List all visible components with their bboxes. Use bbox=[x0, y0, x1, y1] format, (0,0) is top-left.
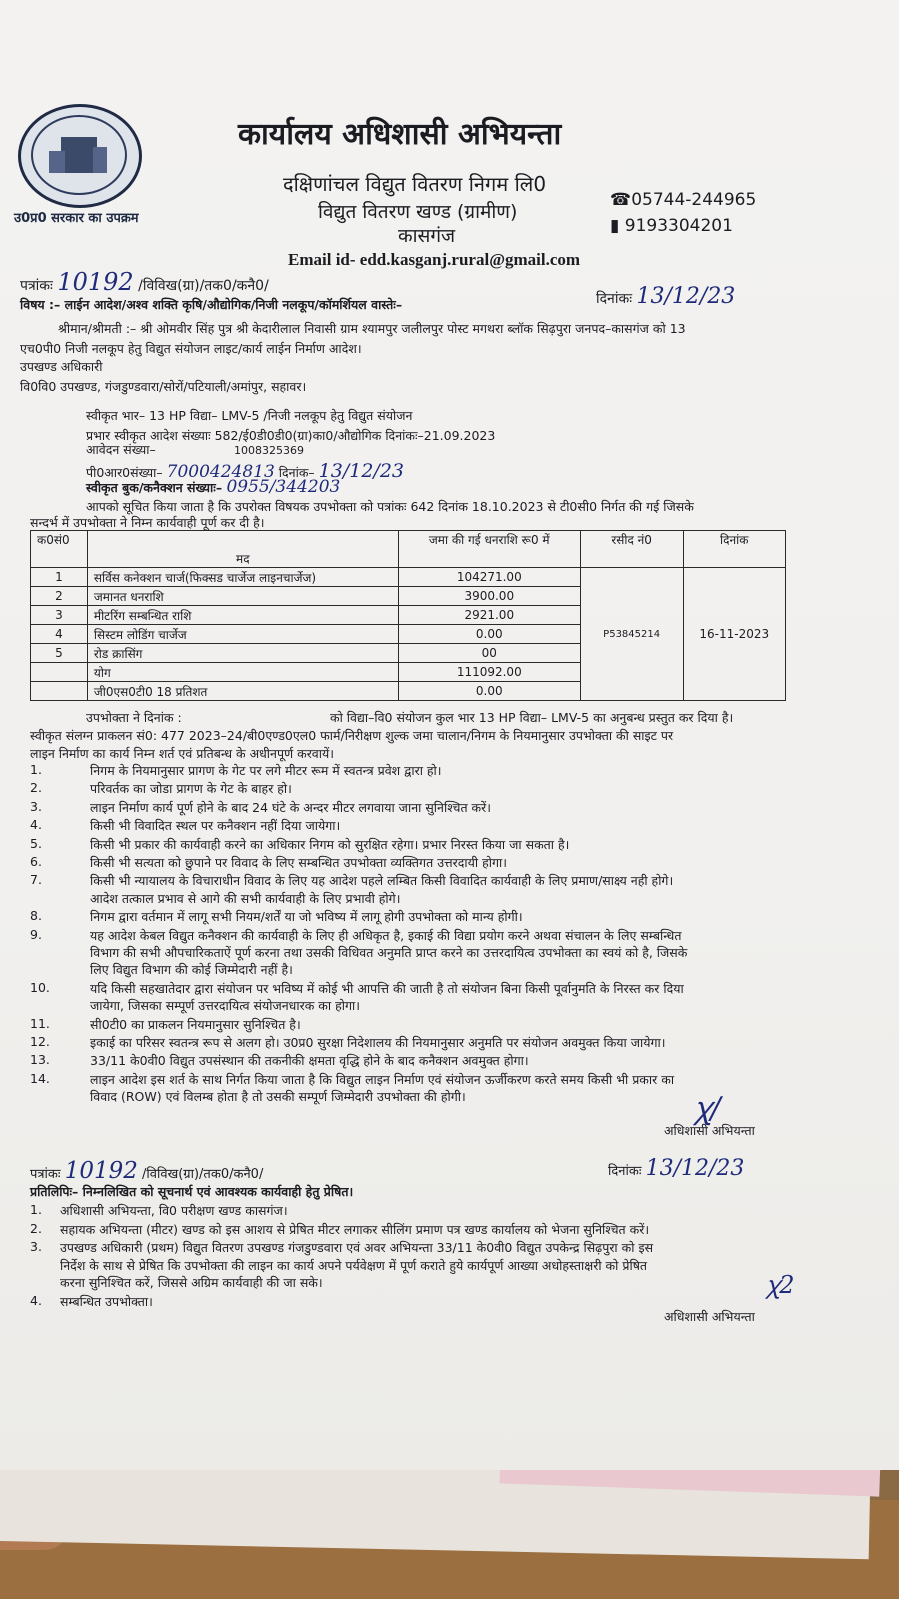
row-amount: 104271.00 bbox=[398, 568, 580, 587]
row-item: सर्विस कनेक्शन चार्ज(फिक्सड चार्जेज लाइनचार्जेज) bbox=[87, 568, 398, 587]
list-item-text: इकाई का परिसर स्वतन्त्र रूप से अलग हो। उ0प्र0 सुरक्षा निदेशालय की नियमानुसार अनुमति पर संयोजन अवमुक्त किया जायेगा। bbox=[90, 1035, 666, 1050]
copy-dinank-label: दिनांकः bbox=[608, 1164, 642, 1179]
list-item-number: 4. bbox=[30, 817, 42, 833]
book-label: स्वीकृत बुक/कनैक्शन संख्याः– bbox=[86, 480, 223, 495]
sanction-line: स्वीकृत भार– 13 HP विद्या– LMV-5 /निजी नलकूप हेतु विद्युत संयोजन bbox=[86, 408, 413, 423]
email-line: Email id- edd.kasganj.rural@gmail.com bbox=[288, 250, 581, 269]
list-item-text: विवाद (ROW) एवं विलम्ब होता है तो उसकी सम्पूर्ण जिम्मेदारी उपभोक्ता की होगी। bbox=[90, 1089, 466, 1105]
list-item-text: सी0टी0 का प्राकलन नियमानुसार सुनिश्चित है। bbox=[90, 1016, 301, 1032]
ref-date bbox=[596, 284, 735, 309]
list-item-number: 4. bbox=[30, 1293, 42, 1308]
row-item: जमानत धनराशि bbox=[87, 587, 398, 606]
signature-scribble: ꭓ2 bbox=[766, 1271, 795, 1299]
phone2: 9193304201 bbox=[624, 216, 733, 236]
copy-dinank-value: 13/12/23 bbox=[645, 1156, 745, 1181]
list-item-text: उपखण्ड अधिकारी (प्रथम) विद्युत वितरण उपखण्ड गंजडुण्डवारा एवं अवर अभियन्ता 33/11 के0वी0 विद्युत उपकेन्द्र सिढ़पुरा को इस bbox=[60, 1240, 654, 1256]
list-item-text: परिवर्तक का जोडा प्रागण के गेट के बाहर हो। bbox=[90, 781, 292, 797]
intro-line2: सन्दर्भ में उपभोक्ता ने निम्न कार्यवाही पूर्ण कर दी है। bbox=[30, 515, 265, 530]
addressee-line2: एच0पी0 निजी नलकूप हेतु विद्युत संयोजन लाइट/कार्य लाईन निर्माण आदेश। bbox=[20, 341, 362, 356]
intro-line1: आपको सूचित किया जाता है कि उपरोक्त विषयक उपभोक्ता को पत्रांकः 642 दिनांक 18.10.2023 से टी0सी0 निर्गत की गई जिसके bbox=[86, 499, 694, 514]
subject-line: विषय :– लाईन आदेश/अश्व शक्ति कृषि/औद्योगिक/निजी नलकूप/कॉमर्शियल वास्तेः– bbox=[20, 297, 403, 312]
row-sn bbox=[31, 682, 88, 701]
list-item-text: आदेश तत्काल प्रभाव से आगे की सभी कार्यवाही के लिए प्रभावी होगे। bbox=[90, 890, 401, 906]
phone-line1 bbox=[610, 190, 756, 210]
book-no: 0955/344203 bbox=[226, 477, 341, 497]
list-item-text: यदि किसी सहखातेदार द्वारा संयोजन पर भविष्य में कोई भी आपत्ति की जाती है तो संयोजन बिना किसी पूर्वानुमति के निरस्त कर दिया bbox=[90, 980, 684, 996]
after-table-line1a: उपभोक्ता ने दिनांक : bbox=[86, 710, 182, 725]
list-item-text: निगम के नियमानुसार प्रागण के गेट पर लगे मीटर रूम में स्वतन्त्र प्रवेश द्वारा हो। bbox=[90, 763, 442, 778]
patrank-no: 10192 bbox=[57, 268, 134, 296]
phone-icon: ☎ bbox=[610, 190, 632, 210]
dinank-label: दिनांकः bbox=[596, 291, 633, 307]
table-row bbox=[31, 568, 786, 587]
addressee-line3: उपखण्ड अधिकारी bbox=[20, 359, 103, 374]
list-item-text: लाइन आदेश इस शर्त के साथ निर्गत किया जाता है कि विद्युत लाइन निर्माण एवं संयोजन ऊर्जीकरण करते समय किसी भी प्रकार का bbox=[90, 1071, 675, 1087]
org-line1: दक्षिणांचल विद्युत वितरण निगम लि0 bbox=[283, 172, 547, 196]
list-item-text: निगम द्वारा वर्तमान में लागू सभी नियम/शर्तें या जो भविष्य में लागू होगी उपभोक्ता को मान्य होगी। bbox=[90, 909, 523, 925]
patrank-suffix: /विविख(ग्रा)/तक0/कनै0/ bbox=[138, 278, 269, 294]
pr-date-label: दिनांक– bbox=[278, 465, 315, 480]
row-sn bbox=[31, 663, 88, 682]
list-item-number: 3. bbox=[30, 1239, 42, 1255]
logo-building-icon bbox=[49, 151, 65, 173]
dinank-value: 13/12/23 bbox=[636, 284, 736, 309]
list-item-number: 14. bbox=[30, 1070, 50, 1086]
addressee-line4: वि0वि0 उपखण्ड, गंजडुण्डवारा/सोरों/पटियाली/अमांपुर, सहावर। bbox=[20, 379, 307, 394]
row-item: मीटरिंग सम्बन्धित राशि bbox=[87, 606, 398, 625]
list-item-number: 2. bbox=[30, 780, 42, 796]
phone1: 05744-244965 bbox=[631, 190, 757, 210]
list-item-text: लिए विद्युत विभाग की कोई जिम्मेदारी नहीं है। bbox=[90, 962, 293, 978]
after-table-line2: स्वीकृत संलग्न प्राकलन सं0: 477 2023–24/बी0एण्ड0एल0 फार्म/निरीक्षण शुल्क जमा चालान/निगम के नियमानुसार उपभोक्ता की साइट पर bbox=[30, 728, 674, 743]
fee-table-header bbox=[31, 531, 786, 568]
row-sn: 5 bbox=[31, 644, 88, 663]
col-item: मद bbox=[87, 531, 398, 568]
corporation-logo bbox=[18, 104, 142, 208]
receipt-date: 16-11-2023 bbox=[683, 568, 786, 701]
row-sn: 3 bbox=[31, 606, 88, 625]
row-amount: 2921.00 bbox=[398, 606, 580, 625]
office-title: कार्यालय अधिशासी अभियन्ता bbox=[238, 117, 562, 152]
list-item-number: 8. bbox=[30, 908, 42, 924]
copy-patrank-suffix: /विविख(ग्रा)/तक0/कनै0/ bbox=[142, 1167, 264, 1182]
list-item-number: 5. bbox=[30, 835, 42, 851]
logo-building-icon bbox=[93, 147, 107, 173]
row-sn: 4 bbox=[31, 625, 88, 644]
list-item-text: विभाग की सभी औपचारिकताऐं पूर्ण करना तथा उसकी विधिवत अनुमति प्राप्त करने का उत्तरदायित्व उपभोक्ता का स्वयं को है, जिसके bbox=[90, 945, 688, 960]
list-item-text: यह आदेश केबल विद्युत कनैक्शन की कार्यवाही के लिए ही अधिकृत है, इकाई की विद्या प्रयोग करने अथवा संचालन के लिए सम्बन्धित bbox=[90, 927, 682, 943]
ref-line bbox=[20, 268, 269, 296]
list-item-text: किसी भी विवादित स्थल पर कनैक्शन नहीं दिया जायेगा। bbox=[90, 818, 341, 834]
after-table-line1b: को विद्या–वि0 संयोजन कुल भार 13 HP विद्या– LMV-5 का अनुबन्ध प्रस्तुत कर दिया है। bbox=[330, 710, 734, 725]
list-item-text: सम्बन्धित उपभोक्ता। bbox=[60, 1294, 153, 1309]
list-item-text: किसी भी न्यायालय के विचाराधीन विवाद के लिए यह आदेश पहले लम्बित किसी विवादित कार्यवाही के लिए प्रमाण/साक्ष्य नही होगे। bbox=[90, 873, 674, 889]
row-sn: 1 bbox=[31, 568, 88, 587]
list-item-number: 1. bbox=[30, 762, 42, 777]
col-receipt: रसीद नं0 bbox=[580, 531, 683, 568]
copy-ref-line bbox=[30, 1158, 263, 1184]
row-amount: 111092.00 bbox=[398, 663, 580, 682]
list-item-text: सहायक अभियन्ता (मीटर) खण्ड को इस आशय से प्रेषित मीटर लगाकर सीलिंग प्रमाण पत्र खण्ड कार्यालय को भेजना सुनिश्चित करें। bbox=[60, 1221, 650, 1237]
list-item-text: जायेगा, जिसका सम्पूर्ण उत्तरदायित्व संयोजनधारक का होगा। bbox=[90, 998, 360, 1014]
list-item-number: 6. bbox=[30, 854, 42, 869]
org-line2: विद्युत वितरण खण्ड (ग्रामीण) bbox=[318, 201, 518, 223]
list-item-text: करना सुनिश्चित करें, जिससे अग्रिम कार्यवाही की जा सके। bbox=[60, 1275, 323, 1291]
signature2-title: अधिशासी अभियन्ता bbox=[664, 1309, 755, 1324]
phone-line2 bbox=[610, 216, 733, 236]
list-item-number: 1. bbox=[30, 1202, 42, 1217]
signature-scribble: ꭓ/ bbox=[694, 1091, 721, 1126]
copy-ref-date bbox=[608, 1156, 744, 1181]
list-item-number: 2. bbox=[30, 1220, 42, 1236]
row-amount: 00 bbox=[398, 644, 580, 663]
list-item-text: 33/11 के0वी0 विद्युत उपसंस्थान की तकनीकी क्षमता वृद्धि होने के बाद कनैक्शन अवमुक्त होगा। bbox=[90, 1053, 529, 1069]
list-item-number: 10. bbox=[30, 979, 50, 995]
list-item-number: 12. bbox=[30, 1034, 50, 1049]
col-serial: क0सं0 bbox=[31, 531, 88, 568]
row-amount: 0.00 bbox=[398, 625, 580, 644]
list-item-text: अधिशासी अभियन्ता, वि0 परीक्षण खण्ड कासगंज। bbox=[60, 1203, 288, 1218]
list-item-number: 11. bbox=[30, 1015, 50, 1031]
book-line bbox=[86, 477, 340, 497]
row-item: जी0एस0टी0 18 प्रतिशत bbox=[87, 682, 398, 701]
mobile-icon: ▮ bbox=[610, 216, 625, 236]
row-item: योग bbox=[87, 663, 398, 682]
col-amount: जमा की गई धनराशि रू0 में bbox=[398, 531, 580, 568]
order-line: प्रभार स्वीकृत आदेश संख्याः 582/ई0डी0डी0(ग्रा)का0/औद्योगिक दिनांकः–21.09.2023 bbox=[86, 428, 496, 443]
fee-table bbox=[30, 530, 786, 701]
application-label: आवेदन संख्या– bbox=[86, 442, 156, 457]
logo-building-icon bbox=[61, 137, 97, 173]
pr-no: 7000424813 bbox=[166, 462, 275, 482]
list-item-number: 7. bbox=[30, 872, 42, 888]
row-amount: 0.00 bbox=[398, 682, 580, 701]
row-item: रोड क्रासिंग bbox=[87, 644, 398, 663]
list-item-text: किसी भी सत्यता को छुपाने पर विवाद के लिए सम्बन्धित उपभोक्ता व्यक्तिगत उत्तरदायी होगा। bbox=[90, 855, 508, 870]
pr-date: 13/12/23 bbox=[318, 460, 405, 482]
addressee-line1: श्रीमान/श्रीमती :– श्री ओमवीर सिंह पुत्र श्री केदारीलाल निवासी ग्राम श्यामपुर जलीलपुर पोस्ट मगथरा ब्लॉक सिढ़पुरा जनपद–कासगंज को 13 bbox=[58, 321, 686, 336]
org-line3: कासगंज bbox=[398, 225, 456, 247]
receipt-no: P53845214 bbox=[580, 568, 683, 701]
logo-caption: उ0प्र0 सरकार का उपक्रम bbox=[14, 211, 139, 226]
copy-patrank-label: पत्रांकः bbox=[30, 1167, 61, 1182]
copy-heading: प्रतिलिपिः– निम्नलिखित को सूचनार्थ एवं आवश्यक कार्यवाही हेतु प्रेषित। bbox=[30, 1184, 354, 1199]
row-sn: 2 bbox=[31, 587, 88, 606]
copy-patrank-no: 10192 bbox=[64, 1158, 138, 1184]
list-item-number: 9. bbox=[30, 926, 42, 942]
application-no: 1008325369 bbox=[234, 444, 304, 457]
list-item-text: किसी भी प्रकार की कार्यवाही करने का अधिकार निगम को सुरक्षित रहेगा। प्रभार निरस्त किया जा सकता है। bbox=[90, 836, 570, 852]
after-table-line3: लाइन निर्माण का कार्य निम्न शर्त एवं प्रतिबन्ध के अधीनपूर्ण करवायें। bbox=[30, 746, 334, 761]
signature1-title: अधिशासी अभियन्ता bbox=[664, 1123, 755, 1138]
application-line bbox=[86, 441, 156, 458]
pr-label: पी0आर0संख्या– bbox=[86, 465, 163, 480]
col-date: दिनांक bbox=[683, 531, 786, 568]
row-item: सिस्टम लोडिंग चार्जेज bbox=[87, 625, 398, 644]
list-item-number: 3. bbox=[30, 798, 42, 814]
patrank-label: पत्रांकः bbox=[20, 278, 53, 294]
list-item-number: 13. bbox=[30, 1052, 50, 1068]
list-item-text: निर्देश के साथ से प्रेषित कि उपभोक्ता की लाइन का कार्य अपने पर्यवेक्षण में पूर्ण कराते हुये कार्यपूर्ण आख्या अधोहस्ताक्षरी को प्रेषित bbox=[60, 1257, 648, 1273]
list-item-text: लाइन निर्माण कार्य पूर्ण होने के बाद 24 घंटे के अन्दर मीटर लगवाया जाना सुनिश्चित करें। bbox=[90, 799, 492, 815]
row-amount: 3900.00 bbox=[398, 587, 580, 606]
